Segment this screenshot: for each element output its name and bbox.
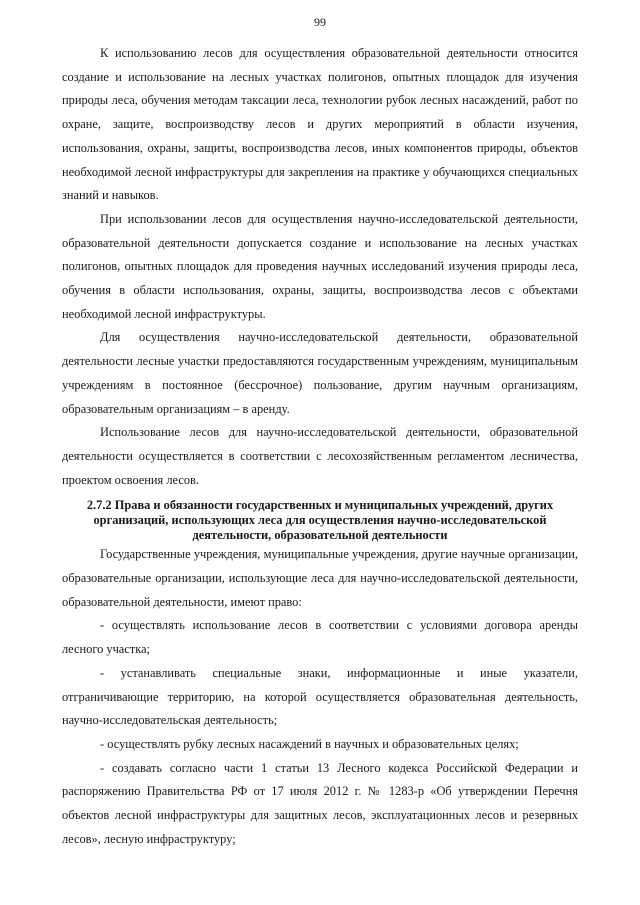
- paragraph: Использование лесов для научно-исследовательской деятельности, образовательной деятельности осуществляется в соответствии с лесохозяйственным регламентом лесничества, проектом освоения лесов.: [62, 425, 578, 487]
- list-item: - осуществлять рубку лесных насаждений в научных и образовательных целях;: [100, 736, 519, 751]
- page-number: 99: [314, 15, 326, 29]
- list-item: - устанавливать специальные знаки, информационные и иные указатели, отграничивающие территорию, на которой осуществляется образовательная деятельность, научно-исследовательская деятельность;: [62, 665, 578, 728]
- paragraph: Государственные учреждения, муниципальные учреждения, другие научные организации, образовательные организации, использующие леса для научно-исследовательской деятельности, образовательной деятельности, имеют право:: [62, 547, 578, 609]
- list-item: - создавать согласно части 1 статьи 13 Лесного кодекса Российской Федерации и распоряжению Правительства РФ от 17 июля 2012 г. № 1283-р «Об утверждении Перечня объектов лесной инфраструктуры для защитных лесов, эксплуатационных лесов и резервных лесов», лесную инфраструктуру;: [62, 760, 578, 846]
- paragraph: Для осуществления научно-исследовательской деятельности, образовательной деятельности лесные участки предоставляются государственным учреждениям, муниципальным учреждениям в постоянное (бессрочное) пользование, другим научным организациям, образовательным организациям – в аренду.: [62, 330, 578, 416]
- section-heading: 2.7.2 Права и обязанности государственных и муниципальных учреждений, других организаций, использующих леса для осуществления научно-исследовательской деятельности, образовательной деятельности: [86, 498, 554, 543]
- list-item: - осуществлять использование лесов в соответствии с условиями договора аренды лесного участка;: [62, 618, 578, 657]
- paragraph: К использованию лесов для осуществления образовательной деятельности относится создание и использование на лесных участках полигонов, опытных площадок для изучения природы леса, обучения методам таксации леса, технологии рубок лесных насаждений, работ по охране, защите, воспроизводству лесов и других мероприятий в области изучения, использования, охраны, защиты, воспроизводства лесов, иных компонентов природы, объектов необходимой лесной инфраструктуры для закрепления на практике у обучающихся специальных знаний и навыков.: [62, 46, 578, 203]
- document-body: [62, 42, 578, 852]
- paragraph: При использовании лесов для осуществления научно-исследовательской деятельности, образовательной деятельности допускается создание и использование на лесных участках полигонов, опытных площадок для проведения научных исследований изучения природы леса, обучения в области использования, охраны, защиты, воспроизводства лесов с объектами необходимой лесной инфраструктуры.: [62, 211, 578, 321]
